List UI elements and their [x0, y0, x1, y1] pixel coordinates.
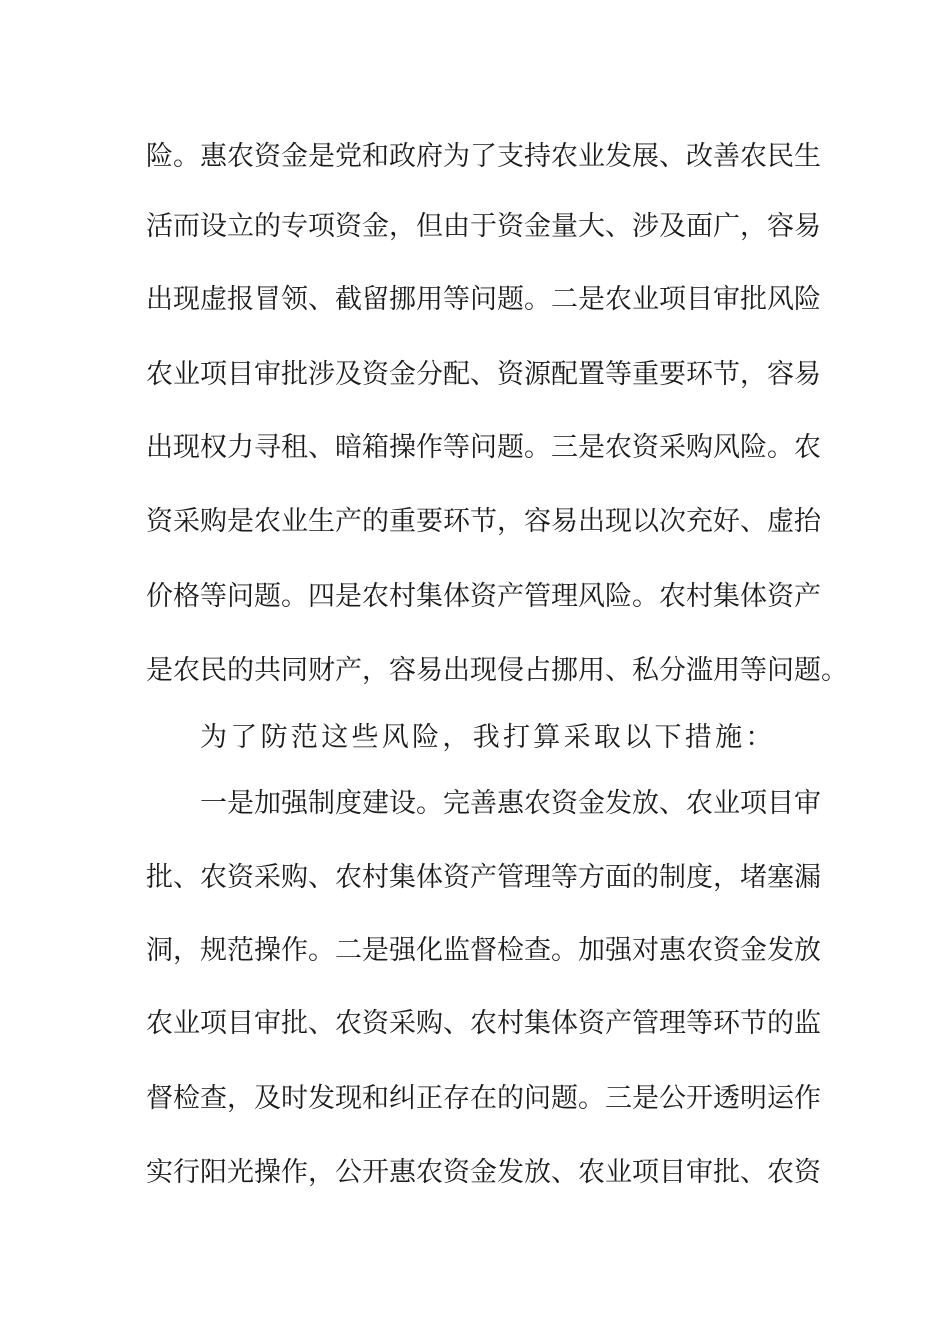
- paragraph-intro-line: 为了防范这些风险，我打算采取以下措施：: [200, 722, 776, 753]
- text-line-8: 是农民的共同财产，容易出现侵占挪用、私分滥用等问题。: [146, 655, 848, 686]
- text-line-3: 出现虚报冒领、截留挪用等问题。二是农业项目审批风险: [146, 284, 821, 315]
- text-line-14: 督检查，及时发现和纠正存在的问题。三是公开透明运作: [146, 1083, 821, 1114]
- text-line-15: 实行阳光操作，公开惠农资金发放、农业项目审批、农资: [146, 1157, 821, 1188]
- text-line-4: 农业项目审批涉及资金分配、资源配置等重要环节，容易: [146, 359, 821, 390]
- text-line-10: 一是加强制度建设。完善惠农资金发放、农业项目审: [200, 788, 821, 819]
- text-line-12: 洞，规范操作。二是强化监督检查。加强对惠农资金发放: [146, 935, 821, 966]
- text-line-6: 资采购是农业生产的重要环节，容易出现以次充好、虚抬: [146, 506, 821, 537]
- text-line-2: 活而设立的专项资金，但由于资金量大、涉及面广，容易: [146, 211, 821, 242]
- text-line-7: 价格等问题。四是农村集体资产管理风险。农村集体资产: [146, 581, 821, 612]
- text-line-5: 出现权力寻租、暗箱操作等问题。三是农资采购风险。农: [146, 432, 821, 463]
- text-line-11: 批、农资采购、农村集体资产管理等方面的制度，堵塞漏: [146, 862, 821, 893]
- text-line-1: 险。惠农资金是党和政府为了支持农业发展、改善农民生: [146, 141, 821, 172]
- text-line-13: 农业项目审批、农资采购、农村集体资产管理等环节的监: [146, 1008, 821, 1039]
